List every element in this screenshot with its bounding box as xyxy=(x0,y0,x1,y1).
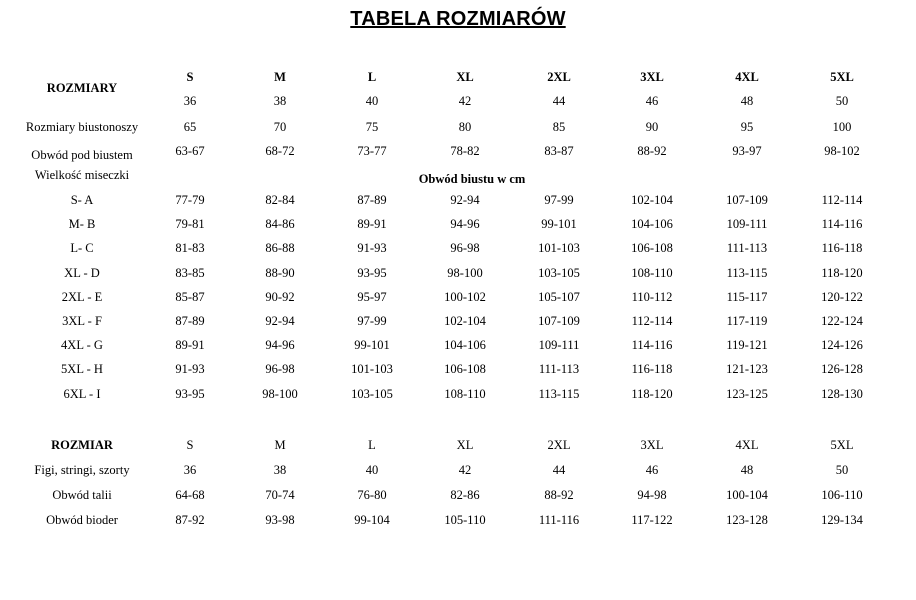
bust-cell: 97-99 xyxy=(357,314,387,328)
bra-size-cell: 100 xyxy=(832,120,852,134)
cup-row-label: S- A xyxy=(70,193,94,207)
bust-cell: 104-106 xyxy=(631,217,673,232)
underbust-cell: 88-92 xyxy=(637,144,667,158)
bust-cell: 101-103 xyxy=(538,241,580,256)
cup-row-label: 5XL - H xyxy=(61,362,103,377)
numeric-size: 50 xyxy=(835,94,849,108)
bust-cell: 82-84 xyxy=(265,193,295,207)
panty-cell: 100-104 xyxy=(726,488,768,502)
panty-row-label: Obwód bioder xyxy=(46,513,118,527)
bust-cell: 99-101 xyxy=(541,217,577,232)
cup-row-label: 3XL - F xyxy=(62,314,102,328)
bust-cell: 91-93 xyxy=(175,362,205,377)
underbust-cell: 78-82 xyxy=(450,144,480,158)
bust-cell: 84-86 xyxy=(265,217,295,232)
bust-cell: 85-87 xyxy=(175,289,205,304)
bra-table-header-label: ROZMIARY xyxy=(46,81,118,95)
bra-size-cell: 80 xyxy=(458,120,472,134)
bust-cell: 94-96 xyxy=(450,217,480,232)
numeric-size: 44 xyxy=(552,94,566,108)
bust-cell: 95-97 xyxy=(357,289,387,304)
panty-size-header: 3XL xyxy=(640,438,664,452)
bust-cell: 92-94 xyxy=(265,314,295,328)
bust-cell: 112-114 xyxy=(821,193,863,207)
bust-cell: 101-103 xyxy=(351,362,393,377)
panty-row-label: Figi, stringi, szorty xyxy=(34,463,130,477)
bust-cell: 87-89 xyxy=(175,314,205,328)
bust-cell: 107-109 xyxy=(538,314,580,328)
bust-cell: 89-91 xyxy=(357,217,387,232)
bust-cell: 116-118 xyxy=(631,362,673,377)
bust-cell: 88-90 xyxy=(265,265,295,280)
panty-cell: 105-110 xyxy=(444,513,486,527)
cup-row-label: 4XL - G xyxy=(61,338,103,353)
panty-size-header: 5XL xyxy=(830,438,854,452)
bust-cell: 114-116 xyxy=(631,338,673,353)
size-header: XL xyxy=(456,70,474,84)
panty-cell: 123-128 xyxy=(726,513,768,527)
panty-cell: 44 xyxy=(552,463,566,477)
panty-size-header: L xyxy=(368,438,376,452)
bust-cell: 93-95 xyxy=(175,386,205,401)
bust-cell: 109-111 xyxy=(538,338,580,353)
panty-table-header-label: ROZMIAR xyxy=(51,438,113,452)
panty-cell: 87-92 xyxy=(175,513,205,527)
cup-size-label: Wielkość miseczki xyxy=(34,168,130,182)
bust-cell: 91-93 xyxy=(357,241,387,256)
panty-cell: 40 xyxy=(365,463,379,477)
cup-row-label: 2XL - E xyxy=(61,289,103,304)
panty-size-header: XL xyxy=(456,438,474,452)
panty-size-header: 2XL xyxy=(547,438,571,452)
size-header: 3XL xyxy=(640,70,664,84)
bust-cell: 111-113 xyxy=(726,241,768,256)
bust-cell: 96-98 xyxy=(450,241,480,256)
bust-cell: 102-104 xyxy=(444,314,486,328)
bust-cell: 120-122 xyxy=(821,289,863,304)
bust-cell: 104-106 xyxy=(444,338,486,353)
bra-size-cell: 65 xyxy=(183,120,197,134)
numeric-size: 42 xyxy=(458,94,472,108)
bust-cell: 103-105 xyxy=(351,386,393,401)
panty-cell: 42 xyxy=(458,463,472,477)
bust-cell: 112-114 xyxy=(631,314,673,328)
bust-cell: 98-100 xyxy=(447,265,483,280)
bust-cell: 105-107 xyxy=(538,289,580,304)
panty-cell: 70-74 xyxy=(265,488,295,502)
bra-size-cell: 85 xyxy=(552,120,566,134)
cup-row-label: 6XL - I xyxy=(63,386,101,401)
panty-row-label: Obwód talii xyxy=(52,488,112,502)
panty-size-header: 4XL xyxy=(735,438,759,452)
bust-cell: 106-108 xyxy=(444,362,486,377)
bust-cell: 89-91 xyxy=(175,338,205,353)
bust-cell: 83-85 xyxy=(175,265,205,280)
bust-cell: 92-94 xyxy=(450,193,480,207)
underbust-cell: 98-102 xyxy=(824,144,860,158)
bust-cell: 128-130 xyxy=(821,386,863,401)
underbust-cell: 83-87 xyxy=(544,144,574,158)
bust-cell: 118-120 xyxy=(631,386,673,401)
bust-cell: 123-125 xyxy=(726,386,768,401)
bust-cell: 116-118 xyxy=(821,241,863,256)
panty-cell: 76-80 xyxy=(357,488,387,502)
bust-cell: 106-108 xyxy=(631,241,673,256)
bust-cell: 122-124 xyxy=(821,314,863,328)
bra-size-cell: 95 xyxy=(740,120,754,134)
panty-cell: 46 xyxy=(645,463,659,477)
bust-cell: 109-111 xyxy=(726,217,768,232)
size-header: L xyxy=(367,70,377,84)
panty-cell: 64-68 xyxy=(175,488,205,502)
cup-row-label: XL - D xyxy=(64,265,100,280)
bust-cell: 111-113 xyxy=(538,362,580,377)
bra-sizes-label: Rozmiary biustonoszy xyxy=(25,120,139,134)
bust-cell: 113-115 xyxy=(538,386,580,401)
bra-size-cell: 75 xyxy=(365,120,379,134)
size-header: 2XL xyxy=(547,70,571,84)
bra-size-cell: 90 xyxy=(645,120,659,134)
bust-cell: 77-79 xyxy=(175,193,205,207)
bust-cell: 119-121 xyxy=(726,338,768,353)
bust-cell: 94-96 xyxy=(265,338,295,353)
panty-cell: 106-110 xyxy=(821,488,863,502)
underbust-label: Obwód pod biustem xyxy=(31,148,133,162)
bust-cell: 110-112 xyxy=(631,289,673,304)
panty-cell: 38 xyxy=(273,463,287,477)
bust-cell: 87-89 xyxy=(357,193,387,207)
bust-cell: 98-100 xyxy=(262,386,298,401)
bust-cell: 117-119 xyxy=(726,314,768,328)
size-header: 4XL xyxy=(735,70,759,84)
bust-cell: 102-104 xyxy=(631,193,673,207)
panty-cell: 99-104 xyxy=(354,513,390,527)
underbust-cell: 68-72 xyxy=(265,144,295,158)
bra-size-cell: 70 xyxy=(273,120,287,134)
size-header: M xyxy=(274,70,286,84)
bust-cell: 121-123 xyxy=(726,362,768,377)
bust-circumference-header: Obwód biustu w cm xyxy=(418,172,526,186)
panty-cell: 129-134 xyxy=(821,513,863,527)
panty-cell: 36 xyxy=(183,463,197,477)
panty-cell: 82-86 xyxy=(450,488,480,502)
bust-cell: 113-115 xyxy=(726,265,768,280)
underbust-cell: 73-77 xyxy=(357,144,387,158)
underbust-cell: 93-97 xyxy=(732,144,762,158)
panty-cell: 94-98 xyxy=(637,488,667,502)
page-title: TABELA ROZMIARÓW xyxy=(350,8,566,30)
bust-cell: 114-116 xyxy=(821,217,863,232)
panty-cell: 111-116 xyxy=(538,513,580,527)
bust-cell: 115-117 xyxy=(726,289,768,304)
panty-cell: 48 xyxy=(740,463,754,477)
bust-cell: 81-83 xyxy=(175,241,205,256)
size-header: 5XL xyxy=(830,70,854,84)
bust-cell: 86-88 xyxy=(265,241,295,256)
cup-row-label: M- B xyxy=(68,217,96,232)
numeric-size: 38 xyxy=(273,94,287,108)
bust-cell: 93-95 xyxy=(357,265,387,280)
bust-cell: 99-101 xyxy=(354,338,390,353)
size-header: S xyxy=(186,70,194,84)
numeric-size: 46 xyxy=(645,94,659,108)
bust-cell: 79-81 xyxy=(175,217,205,232)
numeric-size: 48 xyxy=(740,94,754,108)
panty-size-header: M xyxy=(274,438,286,452)
bust-cell: 90-92 xyxy=(265,289,295,304)
numeric-size: 40 xyxy=(365,94,379,108)
panty-cell: 93-98 xyxy=(265,513,295,527)
underbust-cell: 63-67 xyxy=(175,144,205,158)
bust-cell: 103-105 xyxy=(538,265,580,280)
bust-cell: 108-110 xyxy=(631,265,673,280)
panty-cell: 117-122 xyxy=(631,513,673,527)
bust-cell: 126-128 xyxy=(821,362,863,377)
bust-cell: 108-110 xyxy=(444,386,486,401)
bust-cell: 97-99 xyxy=(544,193,574,207)
bust-cell: 124-126 xyxy=(821,338,863,353)
numeric-size: 36 xyxy=(183,94,197,108)
panty-cell: 88-92 xyxy=(544,488,574,502)
bust-cell: 118-120 xyxy=(821,265,863,280)
bust-cell: 107-109 xyxy=(726,193,768,207)
panty-size-header: S xyxy=(186,438,194,452)
cup-row-label: L- C xyxy=(70,241,94,256)
panty-cell: 50 xyxy=(835,463,849,477)
bust-cell: 100-102 xyxy=(444,289,486,304)
bust-cell: 96-98 xyxy=(265,362,295,377)
